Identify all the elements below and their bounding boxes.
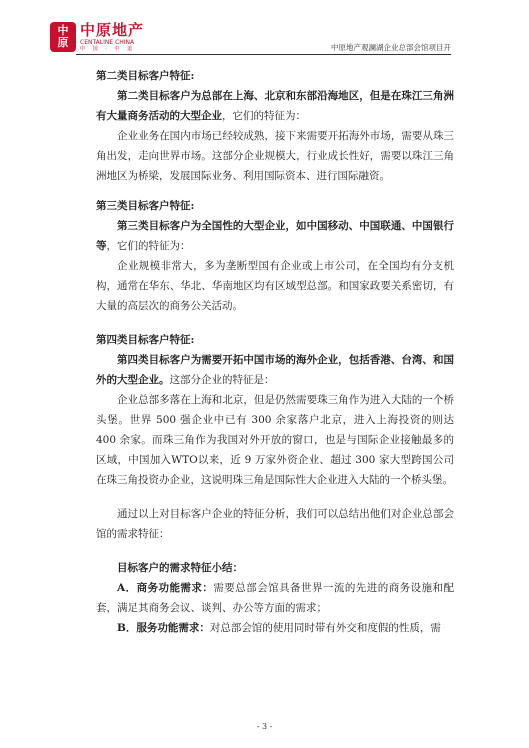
needs-summary-title: 目标客户的需求特征小结： <box>117 562 243 574</box>
header-divider <box>76 54 451 55</box>
logo-mark-icon: 中 原 <box>50 22 76 52</box>
logo-english-name: CENTALINE CHINA <box>80 39 135 46</box>
document-body <box>96 66 454 638</box>
header-title: 中原地产观澜湖企业总部会馆项目开 <box>331 43 451 52</box>
heading-type-4: 第四类目标客户特征: <box>96 334 195 346</box>
logo-chinese-name: 中原地产 <box>80 21 145 39</box>
centaline-logo <box>50 22 144 52</box>
need-item-a: A．商务功能需求：需要总部会馆具备世界一流的先进的商务设施和配套，满足其商务会议、谈判、办公等方面的需求； <box>96 582 455 614</box>
paragraph-type-4-intro: 第四类目标客户为需要开拓中国市场的海外企业，包括香港、台湾、和国外的大型企业。这部分企业的特征是： <box>96 354 454 386</box>
summary-paragraph: 通过以上对目标客户企业的特征分析，我们可以总结出他们对企业总部会馆的需求特征： <box>96 508 454 540</box>
paragraph-type-2-intro: 第二类目标客户为总部在上海、北京和东部沿海地区，但是在珠江三角洲有大量商务活动的大型企业，它们的特征为： <box>96 90 454 122</box>
heading-type-3: 第三类目标客户特征: <box>96 200 195 212</box>
heading-type-2: 第二类目标客户特征: <box>96 70 195 82</box>
page-number: - 3 - <box>256 722 273 731</box>
paragraph-type-4-body: 企业总部多落在上海和北京，但是仍然需要珠三角作为进入大陆的一个桥头堡。世界 500 强企业中已有 300 余家落户北京，进入上海投资的则达 400 余家。而珠三角作为我国对外开放的窗口，也是与国际企业接触最多的区域，中国加入WTO以来，近 9 万家外资企业、超过 300 家大型跨国公司在珠三角投资办企业，这说明珠三角是国际性大企业进入大陆的一个桥头堡。 <box>96 394 454 486</box>
need-item-b: B．服务功能需求：对总部会馆的使用同时带有外交和度假的性质，需 <box>117 622 441 634</box>
paragraph-type-3-body: 企业规模非常大，多为垄断型国有企业或上市公司，在全国均有分支机构，通常在华东、华北、华南地区均有区域型总部。和国家政要关系密切，有大量的高层次的商务公关活动。 <box>96 260 454 312</box>
paragraph-type-2-body: 企业业务在国内市场已经较成熟，接下来需要开拓海外市场，需要从珠三角出发，走向世界市场。这部分企业规模大，行业成长性好，需要以珠江三角洲地区为桥梁，发展国际业务、利用国际资本、进行国际融资。 <box>96 130 454 182</box>
paragraph-type-3-intro: 第三类目标客户为全国性的大型企业，如中国移动、中国联通、中国银行等，它们的特征为： <box>96 220 454 252</box>
page-header <box>0 0 529 58</box>
logo-subtitle: 中 国 · 中 道 <box>80 46 135 52</box>
